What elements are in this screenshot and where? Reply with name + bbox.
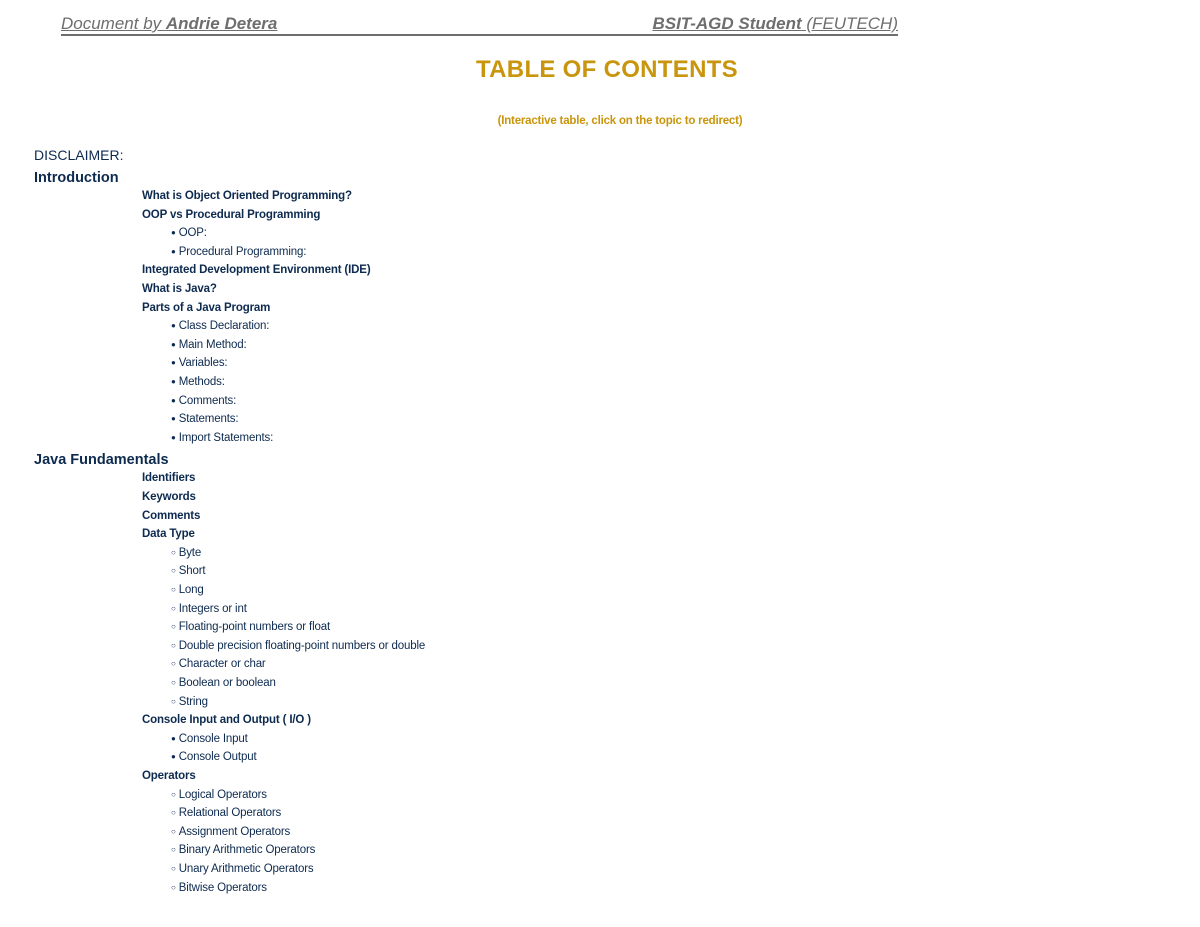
- hollow-bullet-icon: ○: [171, 659, 176, 669]
- toc-entry-label: Console Output: [178, 751, 257, 764]
- toc-entry[interactable]: [171, 432, 273, 444]
- header-role: BSIT-AGD Student: [652, 14, 802, 33]
- toc-entry[interactable]: [171, 658, 266, 670]
- toc-entry[interactable]: [171, 603, 247, 615]
- toc-entry-label: Integers or int: [178, 602, 247, 615]
- toc-entry-label: Data Type: [142, 528, 195, 541]
- toc-entry[interactable]: [142, 510, 200, 522]
- filled-bullet-icon: ●: [171, 395, 176, 405]
- toc-entry[interactable]: [171, 565, 205, 577]
- toc-entry[interactable]: [171, 844, 315, 856]
- hollow-bullet-icon: ○: [171, 547, 176, 557]
- toc-entry-label: Variables:: [178, 357, 228, 370]
- toc-entry-label: Methods:: [178, 376, 225, 388]
- toc-entry[interactable]: [142, 714, 311, 726]
- toc-entry-label: Operators: [142, 769, 196, 782]
- filled-bullet-icon: ●: [171, 432, 176, 442]
- toc-entry-label: Relational Operators: [178, 807, 282, 820]
- filled-bullet-icon: ●: [171, 414, 176, 424]
- hollow-bullet-icon: ○: [171, 584, 176, 594]
- toc-entry[interactable]: [171, 339, 247, 351]
- toc-entry[interactable]: [171, 863, 313, 875]
- toc-entry[interactable]: [171, 751, 257, 763]
- filled-bullet-icon: ●: [171, 321, 176, 331]
- hollow-bullet-icon: ○: [171, 789, 176, 799]
- toc-entry-label: Short: [178, 565, 206, 578]
- hollow-bullet-icon: ○: [171, 696, 176, 706]
- header-org: (FEUTECH): [801, 14, 898, 33]
- toc-entry[interactable]: [171, 395, 236, 407]
- toc-entry-label: Main Method:: [178, 338, 247, 351]
- toc-entry-label: Long: [178, 583, 204, 596]
- hollow-bullet-icon: ○: [171, 603, 176, 613]
- hollow-bullet-icon: ○: [171, 845, 176, 855]
- toc-entry-label: Console Input: [178, 732, 248, 745]
- toc-entry-label: Console Input and Output ( I/O ): [142, 714, 311, 727]
- toc-entry-label: Keywords: [142, 490, 196, 503]
- toc-entry[interactable]: [34, 170, 119, 186]
- toc-entry[interactable]: [142, 528, 195, 540]
- hollow-bullet-icon: ○: [171, 640, 176, 650]
- toc-entry-label: Double precision floating-point numbers or double: [178, 639, 426, 652]
- toc-entry-label: Byte: [178, 546, 202, 559]
- toc-entry[interactable]: [171, 640, 425, 652]
- toc-entry-label: What is Java?: [142, 283, 217, 295]
- hollow-bullet-icon: ○: [171, 882, 176, 892]
- toc-entry[interactable]: [142, 264, 371, 276]
- header-author: Andrie Detera: [165, 14, 278, 33]
- toc-entry[interactable]: [171, 621, 330, 633]
- toc-entry-label: Identifiers: [142, 472, 196, 485]
- filled-bullet-icon: ●: [171, 228, 176, 238]
- toc-entry[interactable]: [142, 302, 270, 314]
- toc-entry[interactable]: [142, 491, 196, 503]
- toc-entry[interactable]: [171, 826, 290, 838]
- hollow-bullet-icon: ○: [171, 677, 176, 687]
- toc-note: (Interactive table, click on the topic to redirect): [497, 115, 743, 127]
- filled-bullet-icon: ●: [171, 358, 176, 368]
- toc-entry-label: Binary Arithmetic Operators: [178, 844, 316, 857]
- toc-entry[interactable]: [34, 452, 169, 468]
- toc-entry-label: What is Object Oriented Programming?: [142, 190, 352, 202]
- toc-entry-label: Floating-point numbers or float: [178, 621, 331, 634]
- toc-entry-label: Assignment Operators: [178, 825, 291, 838]
- toc-entry-label: OOP vs Procedural Programming: [142, 208, 321, 221]
- toc-entry-label: String: [178, 695, 208, 708]
- toc-entry-label: Boolean or boolean: [178, 676, 276, 689]
- toc-entry-label: Introduction: [34, 170, 119, 186]
- toc-entry-label: Character or char: [178, 658, 266, 671]
- header-prefix: Document by: [61, 14, 166, 33]
- toc-entry-label: Unary Arithmetic Operators: [178, 862, 314, 875]
- toc-entry[interactable]: [171, 789, 267, 801]
- toc-entry[interactable]: [142, 472, 195, 484]
- toc-entry[interactable]: [171, 357, 227, 369]
- toc-entry[interactable]: [142, 283, 217, 295]
- toc-entry[interactable]: [171, 227, 207, 239]
- toc-entry-label: Integrated Development Environment (IDE): [142, 264, 371, 277]
- toc-entry[interactable]: [171, 882, 267, 894]
- toc-entry[interactable]: [171, 246, 306, 258]
- toc-entry[interactable]: [142, 190, 352, 202]
- toc-entry-label: Bitwise Operators: [178, 881, 267, 894]
- toc-entry-label: Parts of a Java Program: [142, 301, 271, 314]
- filled-bullet-icon: ●: [171, 752, 176, 762]
- filled-bullet-icon: ●: [171, 246, 176, 256]
- toc-entry-label: Comments:: [178, 394, 237, 407]
- filled-bullet-icon: ●: [171, 339, 176, 349]
- toc-entry-label: Class Declaration:: [178, 320, 270, 333]
- toc-entry-label: Logical Operators: [178, 788, 267, 801]
- toc-entry[interactable]: [171, 584, 204, 596]
- toc-entry[interactable]: [171, 696, 208, 708]
- toc-entry[interactable]: [171, 807, 281, 819]
- toc-entry-label: Procedural Programming:: [178, 245, 307, 258]
- toc-entry[interactable]: [34, 147, 123, 163]
- toc-entry[interactable]: [171, 733, 248, 745]
- filled-bullet-icon: ●: [171, 377, 176, 386]
- toc-entry-label: Comments: [142, 509, 201, 522]
- toc-entry-label: Java Fundamentals: [34, 452, 169, 469]
- hollow-bullet-icon: ○: [171, 808, 176, 818]
- hollow-bullet-icon: ○: [171, 863, 176, 873]
- toc-entry-label: DISCLAIMER:: [34, 147, 124, 163]
- toc-title: TABLE OF CONTENTS: [476, 56, 738, 83]
- toc-entry[interactable]: [142, 209, 320, 221]
- hollow-bullet-icon: ○: [171, 826, 176, 836]
- toc-entry-label: Import Statements:: [178, 431, 274, 444]
- toc-entry[interactable]: [171, 547, 201, 559]
- hollow-bullet-icon: ○: [171, 622, 176, 632]
- toc-entry[interactable]: [142, 770, 196, 782]
- toc-entry[interactable]: [171, 320, 269, 332]
- toc-entry[interactable]: [171, 677, 276, 689]
- toc-entry-label: OOP:: [178, 227, 207, 240]
- filled-bullet-icon: ●: [171, 733, 176, 743]
- toc-entry[interactable]: [171, 376, 225, 388]
- hollow-bullet-icon: ○: [171, 566, 176, 576]
- toc-entry-label: Statements:: [178, 413, 239, 426]
- toc-entry[interactable]: [171, 413, 238, 425]
